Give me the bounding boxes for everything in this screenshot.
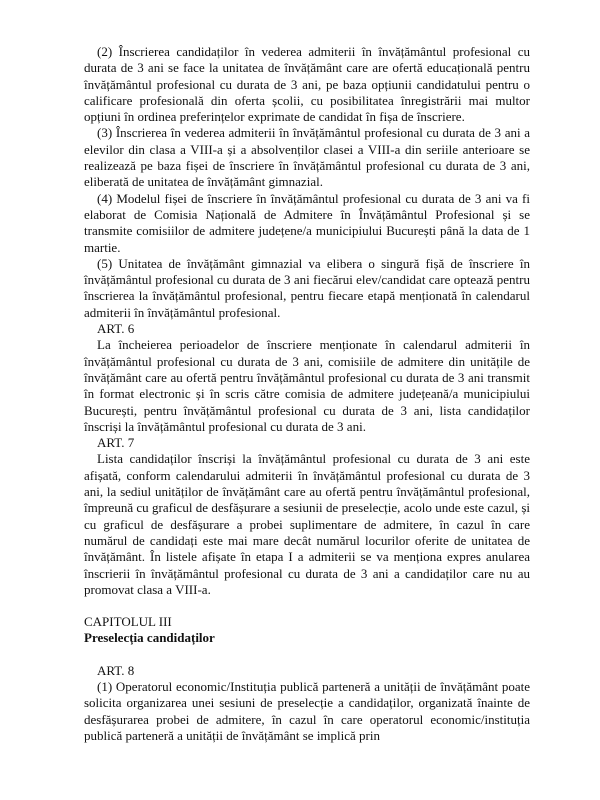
art7-heading: ART. 7: [97, 435, 135, 451]
paragraph-art5-4: (4) Modelul fișei de înscriere în învățământul profesional cu durata de 3 ani va fi elaborat de Comisia Națională de Admitere în Învățământul Profesional și se transmite comisiilor de admitere județene/a municipiului București până la data de 1 martie.: [84, 190, 530, 255]
spacer: [84, 647, 530, 663]
chapter-label: CAPITOLUL III: [84, 614, 172, 630]
chapter-title: Preselecția candidaților: [84, 630, 215, 646]
art8-text: (1) Operatorul economic/Instituția publică parteneră a unității de învățământ poate solicita organizarea unei sesiuni de preselecție a candidaților, organizată înainte de desfășurarea probei de admitere, în cazul în care operatorul economic/instituția publică parteneră a unității de învățământ se implică prin: [84, 678, 530, 743]
spacer: [84, 598, 530, 614]
art6-text: La încheierea perioadelor de înscriere menționate în calendarul admiterii în învățământul profesional cu durata de 3 ani, comisiile de admitere din unitățile de învățământ care au ofertă pentru învățământul profesional cu durata de 3 ani transmit în format electronic și în scris către comisia de admitere județeană/a municipiului București, pentru învățământul profesional cu durata de 3 ani, lista candidaților înscriși la învățământul profesional cu durata de 3 ani.: [84, 337, 530, 434]
art7-text: Lista candidaților înscriși la învățământul profesional cu durata de 3 ani este afișată, conform calendarului admiterii în învățământul profesional cu durata de 3 ani, la sediul unităților de învățământ care au ofertă pentru învățământul profesional, împreună cu graficul de desfășurare a sesiunii de preselecție, acolo unde este cazul, și cu graficul de desfășurare a probei suplimentare de admitere, în cazul în care numărul de candidați este mai mare decât numărul locurilor oferite de unitatea de învățământ. În listele afișate în etapa I a admiterii se va menționa expres anularea înscrierii în învățământul profesional cu durata de 3 ani a candidaților care nu au promovat clasa a VIII-a.: [84, 451, 530, 597]
paragraph-art5-3: (3) Înscrierea în vederea admiterii în învățământul profesional cu durata de 3 ani a elevilor din clasa a VIII-a și a absolvenților clasei a VIII-a din seriile anterioare se realizează pe baza fișei de înscriere în învățământul profesional cu durata de 3 ani, eliberată de unitatea de învățământ gimnazial.: [84, 125, 530, 190]
art6-heading: ART. 6: [97, 321, 135, 337]
paragraph-art5-5: (5) Unitatea de învățământ gimnazial va elibera o singură fișă de înscriere în învățământul profesional cu durata de 3 ani fiecărui elev/candidat care optează pentru înscrierea la învățământul profesional, pentru fiecare etapă menționată în calendarul admiterii în învățământul profesional.: [84, 255, 530, 320]
paragraph-art5-2: (2) Înscrierea candidaților în vederea admiterii în învățământul profesional cu durata de 3 ani se face la unitatea de învățământ care are ofertă educațională pentru învățământul profesional cu durata de 3 ani, pe baza opțiunii candidatului pentru o calificare profesională din oferta școlii, cu posibilitatea înregistrării mai multor opțiuni în ordinea preferințelor exprimate de candidat în fișa de înscriere.: [84, 44, 530, 125]
document-page: [84, 44, 530, 744]
art8-heading: ART. 8: [97, 662, 135, 678]
